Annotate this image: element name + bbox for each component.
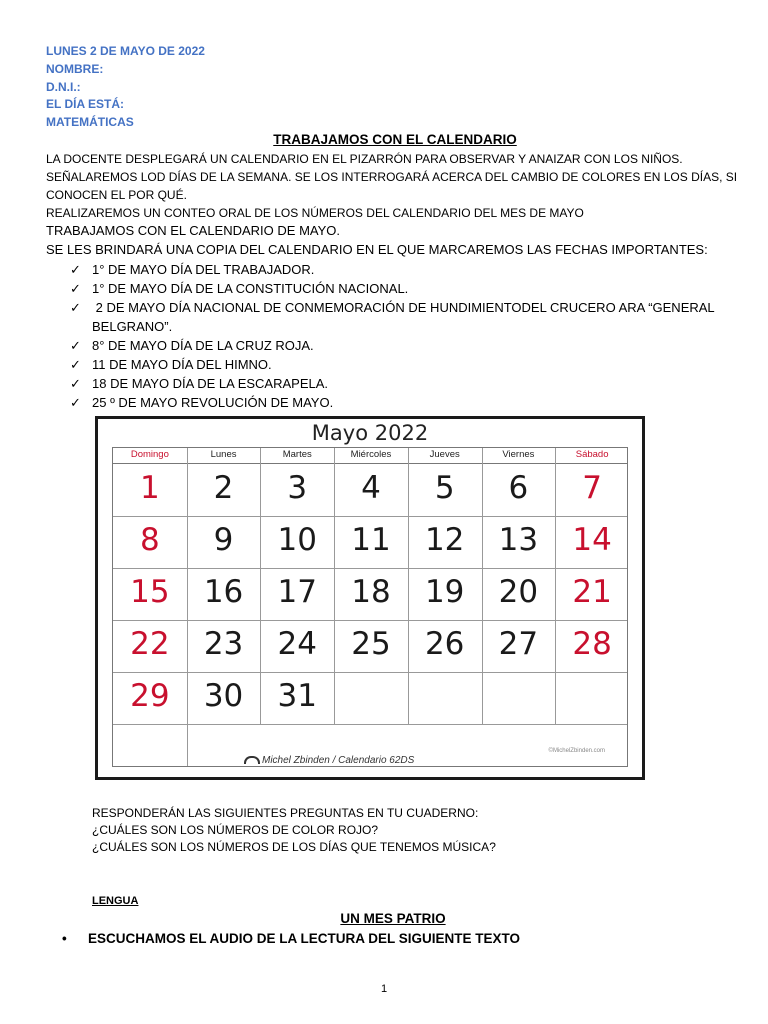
checkmark-icon: ✓ [70, 262, 81, 277]
paragraph: SEÑALAREMOS LOD DÍAS DE LA SEMANA. SE LOS INTERROGARÁ ACERCA DEL CAMBIO DE COLORES EN LOS DÍAS, SI [46, 170, 738, 184]
calendar-day-number: 6 [508, 470, 529, 506]
calendar-day-number: 28 [572, 626, 612, 662]
calendar-day-number: 3 [287, 470, 308, 506]
calendar-title: Mayo 2022 [311, 421, 429, 445]
calendar-gridline [113, 516, 627, 517]
subject-lengua: LENGUA [92, 895, 139, 907]
questions-intro: RESPONDERÁN LAS SIGUIENTES PREGUNTAS EN TU CUADERNO: [92, 806, 479, 820]
bullet-icon: • [62, 931, 67, 946]
list-item: ✓ 8° DE MAYO DÍA DE LA CRUZ ROJA. [70, 338, 314, 353]
calendar-day-number: 1 [139, 470, 160, 506]
list-item-continuation: BELGRANO”. [92, 319, 173, 334]
calendar-day-number: 5 [434, 470, 455, 506]
calendar-day-number: 19 [424, 574, 465, 610]
calendar-day-number: 17 [277, 574, 317, 610]
calendar-logo-icon [244, 756, 260, 764]
paragraph: REALIZAREMOS UN CONTEO ORAL DE LOS NÚMEROS DEL CALENDARIO DEL MES DE MAYO [46, 206, 584, 220]
checkmark-icon: ✓ [70, 357, 81, 372]
calendar-day-number: 26 [424, 626, 465, 662]
calendar-day-number: 4 [361, 470, 381, 506]
calendar-day-number: 14 [572, 522, 612, 558]
list-item: ✓ 2 DE MAYO DÍA NACIONAL DE CONMEMORACIÓN DE HUNDIMIENTODEL CRUCERO ARA “GENERAL [70, 300, 715, 315]
calendar-gridline [113, 724, 627, 725]
subject-heading: MATEMÁTICAS [46, 115, 134, 129]
list-item: ✓ 11 DE MAYO DÍA DEL HIMNO. [70, 357, 272, 372]
checkmark-icon: ✓ [70, 395, 81, 410]
question-2: ¿CUÁLES SON LOS NÚMEROS DE LOS DÍAS QUE TENEMOS MÚSICA? [92, 840, 496, 854]
calendar-day-number: 10 [277, 522, 317, 558]
calendar-gridline [113, 568, 627, 569]
calendar-day-number: 30 [203, 678, 244, 714]
checkmark-icon: ✓ [70, 281, 81, 296]
calendar-day-number: 9 [213, 522, 234, 558]
calendar-dayname: Viernes [502, 449, 535, 460]
section-title: TRABAJAMOS CON EL CALENDARIO [273, 132, 517, 147]
calendar-day-number: 16 [203, 574, 244, 610]
calendar-dayname: Jueves [429, 449, 460, 460]
calendar-footer: Michel Zbinden / Calendario 62DS [244, 755, 414, 766]
calendar-dayname: Lunes [210, 449, 237, 460]
paragraph: LA DOCENTE DESPLEGARÁ UN CALENDARIO EN EL PIZARRÓN PARA OBSERVAR Y ANAIZAR CON LOS NIÑOS. [46, 152, 683, 166]
page-number: 1 [380, 983, 388, 995]
calendar-day-number: 29 [130, 678, 170, 714]
calendar-dayname: Sábado [575, 449, 609, 460]
calendar-day-number: 11 [351, 522, 391, 558]
calendar-day-number: 18 [351, 574, 391, 610]
calendar-day-number: 13 [498, 522, 539, 558]
calendar-gridline [113, 672, 627, 673]
dia-label: EL DÍA ESTÁ: [46, 97, 125, 111]
calendar-header-row [113, 448, 627, 464]
checkmark-icon: ✓ [70, 338, 81, 353]
calendar-day-number: 12 [424, 522, 465, 558]
paragraph: SE LES BRINDARÁ UNA COPIA DEL CALENDARIO EN EL QUE MARCAREMOS LAS FECHAS IMPORTANTES: [46, 242, 708, 257]
calendar-day-number: 21 [572, 574, 612, 610]
question-1: ¿CUÁLES SON LOS NÚMEROS DE COLOR ROJO? [92, 823, 379, 837]
list-item: ✓ 1° DE MAYO DÍA DE LA CONSTITUCIÓN NACIONAL. [70, 281, 409, 296]
calendar-day-number: 23 [203, 626, 244, 662]
nombre-label: NOMBRE: [46, 62, 104, 76]
calendar-day-number: 31 [277, 678, 317, 714]
calendar-dayname: Miércoles [350, 449, 392, 460]
calendar-gridline [113, 620, 627, 621]
calendar-day-number: 25 [351, 626, 391, 662]
date-heading: LUNES 2 DE MAYO DE 2022 [46, 44, 205, 58]
paragraph: CONOCEN EL POR QUÉ. [46, 188, 187, 202]
list-item: ✓ 25 º DE MAYO REVOLUCIÓN DE MAYO. [70, 395, 334, 410]
calendar-day-number: 15 [130, 574, 170, 610]
calendar-grid [112, 447, 628, 767]
section-title-mes-patrio: UN MES PATRIO [340, 911, 446, 926]
calendar-image [95, 416, 645, 780]
bullet-item: • ESCUCHAMOS EL AUDIO DE LA LECTURA DEL SIGUIENTE TEXTO [62, 931, 521, 946]
dni-label: D.N.I.: [46, 80, 81, 94]
calendar-day-number: 27 [498, 626, 539, 662]
paragraph: TRABAJAMOS CON EL CALENDARIO DE MAYO. [46, 223, 340, 238]
calendar-dayname: Martes [282, 449, 312, 460]
calendar-day-number: 20 [498, 574, 539, 610]
list-item: ✓ 1° DE MAYO DÍA DEL TRABAJADOR. [70, 262, 315, 277]
list-item: ✓ 18 DE MAYO DÍA DE LA ESCARAPELA. [70, 376, 329, 391]
calendar-day-number: 2 [213, 470, 234, 506]
calendar-day-number: 22 [130, 626, 170, 662]
calendar-dayname: Domingo [130, 449, 169, 460]
calendar-day-number: 24 [277, 626, 317, 662]
calendar-day-number: 8 [139, 522, 160, 558]
checkmark-icon: ✓ [70, 300, 81, 315]
calendar-copyright: ©MichelZbinden.com [548, 748, 605, 754]
checkmark-icon: ✓ [70, 376, 81, 391]
calendar-day-number: 7 [582, 470, 602, 506]
